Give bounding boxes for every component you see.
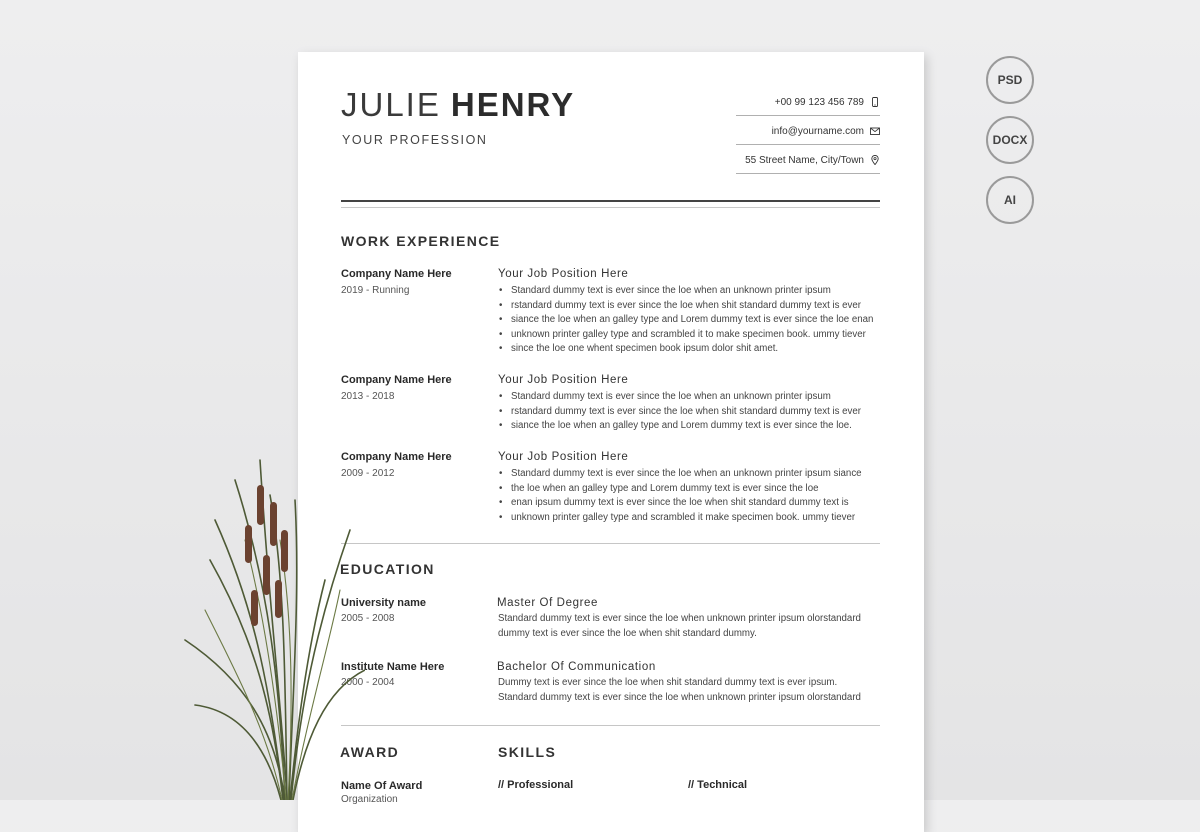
job-bullets: [498, 390, 880, 434]
section-title-award: AWARD: [340, 744, 400, 760]
resume-page: [298, 52, 924, 832]
section-title-education: EDUCATION: [340, 561, 435, 577]
list-item: • since the loe one whent specimen book ipsum dolor shit amet.: [498, 342, 880, 357]
skills-technical: // Technical: [688, 779, 748, 791]
map-pin-icon: [870, 155, 880, 165]
job-company: Company Name Here: [341, 268, 452, 280]
resume-name: [341, 86, 575, 124]
list-item: • unknown printer galley type and scrambled it to make specimen book. ummy tiever: [498, 328, 880, 343]
education-school: University name: [341, 597, 426, 609]
award-organization: Organization: [341, 794, 398, 805]
list-item: • the loe when an galley type and Lorem dummy text is ever since the loe: [498, 482, 880, 497]
cattail-plant-decoration: [175, 440, 365, 800]
education-dates: 2005 - 2008: [341, 613, 395, 624]
first-name: JULIE: [341, 86, 441, 123]
section-divider: [341, 543, 880, 544]
education-dates: 2000 - 2004: [341, 677, 395, 688]
skills-professional: // Professional: [498, 779, 574, 791]
job-dates: 2013 - 2018: [341, 391, 395, 402]
list-item: • siance the loe when an galley type and Lorem dummy text is ever since the loe enan: [498, 313, 880, 328]
format-badge-psd: PSD: [986, 56, 1034, 104]
job-company: Company Name Here: [341, 374, 452, 386]
format-badge-ai: AI: [986, 176, 1034, 224]
address-text: 55 Street Name, City/Town: [745, 154, 864, 166]
job-position: Your Job Position Here: [498, 451, 629, 463]
education-degree: Bachelor Of Communication: [497, 661, 656, 673]
section-divider: [341, 725, 880, 726]
description-line: dummy text is ever since the loe when shit standard dummy.: [498, 627, 757, 639]
education-description: [498, 612, 880, 641]
description-line: Dummy text is ever since the loe when shit standard dummy text is ever ipsum.: [498, 677, 838, 688]
list-item: • Standard dummy text is ever since the loe when an unknown printer ipsum siance: [498, 467, 880, 482]
list-item: • rstandard dummy text is ever since the loe when shit standard dummy text is ever: [498, 299, 880, 314]
list-item: • Standard dummy text is ever since the loe when an unknown printer ipsum: [498, 284, 880, 299]
list-item: • siance the loe when an galley type and Lorem dummy text is ever since the loe.: [498, 419, 880, 434]
education-degree: Master Of Degree: [497, 597, 598, 609]
header-rule-thin: [341, 207, 880, 208]
job-dates: 2009 - 2012: [341, 468, 395, 479]
job-company: Company Name Here: [341, 451, 452, 463]
description-line: Standard dummy text is ever since the loe when unknown printer ipsum olorstandard: [498, 613, 861, 624]
job-position: Your Job Position Here: [498, 268, 629, 280]
section-title-work: WORK EXPERIENCE: [341, 233, 501, 249]
format-badge-docx: DOCX: [986, 116, 1034, 164]
education-school: Institute Name Here: [341, 661, 445, 673]
phone-icon: [870, 97, 880, 107]
contact-address: [736, 147, 880, 174]
education-description: [498, 676, 880, 705]
job-position: Your Job Position Here: [498, 374, 629, 386]
profession: YOUR PROFESSION: [342, 133, 488, 147]
list-item: • unknown printer galley type and scrambled it make specimen book. ummy tiever: [498, 511, 880, 526]
job-bullets: [498, 467, 880, 525]
job-bullets: [498, 284, 880, 357]
list-item: • rstandard dummy text is ever since the loe when shit standard dummy text is ever: [498, 405, 880, 420]
contact-phone: [736, 89, 880, 116]
header-rule: [341, 200, 880, 202]
last-name: HENRY: [450, 86, 576, 123]
job-dates: 2019 - Running: [341, 285, 410, 296]
envelope-icon: [870, 126, 880, 136]
list-item: • Standard dummy text is ever since the loe when an unknown printer ipsum: [498, 390, 880, 405]
contact-email: [736, 118, 880, 145]
description-line: Standard dummy text is ever since the loe when unknown printer ipsum olorstandard: [498, 691, 861, 703]
phone-text: +00 99 123 456 789: [774, 96, 864, 108]
award-name: Name Of Award: [341, 780, 423, 792]
section-title-skills: SKILLS: [498, 744, 557, 760]
email-text: info@yourname.com: [771, 125, 864, 137]
list-item: • enan ipsum dummy text is ever since the loe when shit standard dummy text is: [498, 496, 880, 511]
